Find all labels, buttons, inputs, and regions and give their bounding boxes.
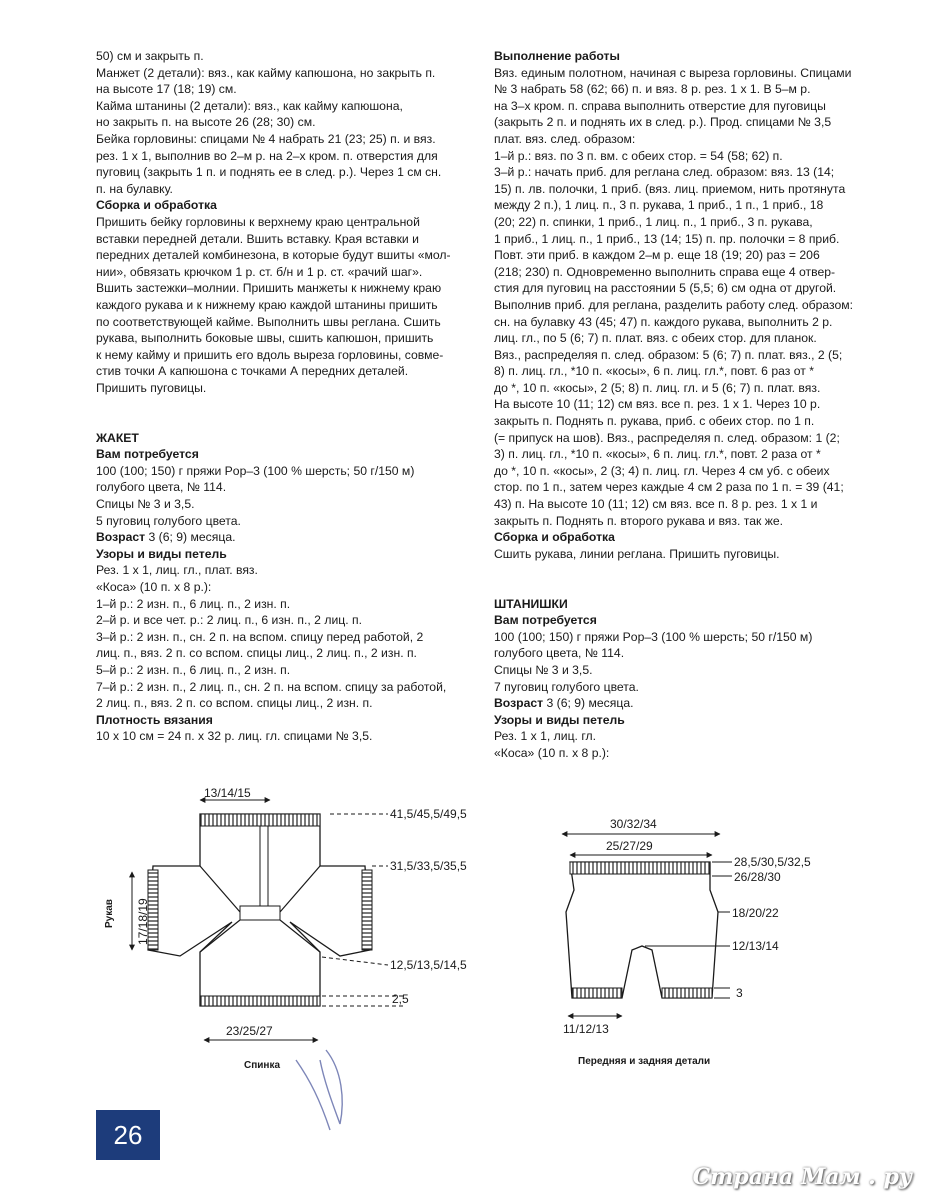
text-line: № 3 набрать 58 (62; 66) п. и вяз. 8 р. рез. 1 х 1. В 5–м р. xyxy=(494,82,811,97)
text-line: рукава, выполнить боковые швы, сшить капюшон, пришить xyxy=(96,331,434,346)
text-line: стор. по 1 п., затем через каждые 4 см 2 раза по 1 п. = 39 (41; xyxy=(494,480,844,495)
materials-line: голубого цвета, № 114. xyxy=(96,480,227,495)
text-line: лиц. гл., по 5 (6; 7) п. плат. вяз. с обеих стор. для планок. xyxy=(494,331,817,346)
sleeve-label: Рукав xyxy=(104,899,115,928)
top-width-inner-label: 25/27/29 xyxy=(606,839,653,853)
text-line: 3) п. лиц. гл., *10 п. «косы», 6 п. лиц. гл.*, повт. 2 раза от * xyxy=(494,447,821,462)
text-line: по соответствующей кайме. Выполнить швы реглана. Сшить xyxy=(96,314,441,329)
rib-height-label: 2,5 xyxy=(392,992,409,1006)
text-line: Вяз., распределяя п. след. образом: 5 (6; 7) п. плат. вяз., 2 (5; xyxy=(494,347,843,362)
text-line: плат. вяз. след. образом: xyxy=(494,131,636,146)
text-line: каждого рукава и к нижнему краю каждой штанины пришить xyxy=(96,297,438,312)
text-line: между 2 п.), 1 лиц. п., 3 п. рукава, 1 приб., 1 п., 1 приб., 18 xyxy=(494,198,824,213)
pattern-line: Рез. 1 х 1, лиц. гл. xyxy=(494,729,597,744)
text-line: 1–й р.: вяз. по 3 п. вм. с обеих стор. = 54 (58; 62) п. xyxy=(494,148,783,163)
text-line: но закрыть п. на высоте 26 (28; 30) см. xyxy=(96,115,316,130)
pattern-line: лиц. п., вяз. 2 п. со вспом. спицы лиц., 2 лиц. п., 2 изн. п. xyxy=(96,646,417,661)
text-line: На высоте 10 (11; 12) см вяз. все п. рез. 1 х 1. Через 10 р. xyxy=(494,397,821,412)
pants-leg-width-label: 11/12/13 xyxy=(563,1022,609,1036)
text-line: Манжет (2 детали): вяз., как кайму капюшона, но закрыть п. xyxy=(96,65,436,80)
pattern-line: 7–й р.: 2 изн. п., 2 лиц. п., сн. 2 п. на вспом. спицу за работой, xyxy=(96,679,447,694)
text-line: стив точки А капюшона с точками А передних деталей. xyxy=(96,364,409,379)
materials-line: 100 (100; 150) г пряжи Pop–3 (100 % шерсть; 50 г/150 м) xyxy=(96,463,415,478)
materials-line: 7 пуговиц голубого цвета. xyxy=(494,679,639,694)
text-line: Пришить бейку горловины к верхнему краю центральной xyxy=(96,214,420,229)
text-line: 15) п. лв. полочки, 1 приб. (вяз. лиц. приемом, нить протянута xyxy=(494,181,846,196)
materials-line: Спицы № 3 и 3,5. xyxy=(96,497,195,512)
jacket-density-line: 10 х 10 см = 24 п. х 32 р. лиц. гл. спицами № 3,5. xyxy=(96,729,373,744)
text-line: п. на булавку. xyxy=(96,181,173,196)
pattern-line: 5–й р.: 2 изн. п., 6 лиц. п., 2 изн. п. xyxy=(96,662,291,677)
pattern-line: «Коса» (10 п. х 8 р.): xyxy=(494,745,610,760)
text-line: Вшить застежки–молнии. Пришить манжеты к нижнему краю xyxy=(96,281,442,296)
jacket-right-cuff xyxy=(362,870,372,950)
assembly-heading: Сборка и обработка xyxy=(96,198,217,213)
pattern-line: Рез. 1 х 1, лиц. гл., плат. вяз. xyxy=(96,563,258,578)
text-line: Пришить пуговицы. xyxy=(96,380,207,395)
height-body-leader xyxy=(322,957,388,965)
jacket-patterns-heading: Узоры и виды петель xyxy=(96,546,227,561)
jacket-density-heading: Плотность вязания xyxy=(96,712,213,727)
sleeve-length-label: 17/18/19 xyxy=(136,898,150,945)
pants-left-cuff xyxy=(572,988,622,998)
text-line: пуговиц (закрыть 1 п. и поднять ее в след. р.). Через 1 см сн. xyxy=(96,165,442,180)
text-line: на 3–х кром. п. справа выполнить отверстие для пуговицы xyxy=(494,98,826,113)
page-number: 26 xyxy=(96,1110,160,1160)
text-line: передних деталей комбинезона, в которые будут вшиты «мол- xyxy=(96,248,451,263)
pants-age-label: Возраст xyxy=(494,696,544,711)
height-total-label: 41,5/45,5/49,5 xyxy=(390,807,467,821)
jacket-raglan-3 xyxy=(200,920,240,952)
pants-needed-heading: Вам потребуется xyxy=(494,613,597,628)
text-line: (= припуск на шов). Вяз., распределяя п. след. образом: 1 (2; xyxy=(494,430,840,445)
text-line: сн. на булавку 43 (45; 47) п. каждого рукава, выполнить 2 р. xyxy=(494,314,833,329)
jacket-age-value: 3 (6; 9) месяца. xyxy=(145,530,236,545)
pants-height-under-waist-label: 26/28/30 xyxy=(734,870,781,884)
pencil-marks xyxy=(296,1050,342,1130)
jacket-bottom-rib xyxy=(200,996,320,1006)
text-line: закрыть п. Поднять п. рукава, приб. с обеих стор. по 1 п. xyxy=(494,414,815,429)
pants-height-total-label: 28,5/30,5/32,5 xyxy=(734,855,811,869)
text-line: 43) п. На высоте 10 (11; 12) см вяз. все п. 8 р. рез. 1 х 1 и xyxy=(494,497,818,512)
jacket-raglan-2 xyxy=(280,866,320,912)
jacket-age-label: Возраст xyxy=(96,530,146,545)
pants-hip-height-label: 18/20/22 xyxy=(732,906,779,920)
pants-age-value: 3 (6; 9) месяца. xyxy=(543,696,634,711)
pants-outline xyxy=(566,862,718,998)
jacket-title: ЖАКЕТ xyxy=(96,430,139,445)
pants-crotch-height-label: 12/13/14 xyxy=(732,939,779,953)
text-line: до *, 10 п. «косы», 2 (5; 8) п. лиц. гл. и 5 (6; 7) п. плат. вяз. xyxy=(494,380,821,395)
jacket-needed-heading: Вам потребуется xyxy=(96,447,199,462)
text-line: (20; 22) п. спинки, 1 приб., 1 лиц. п., 1 приб., 3 п. рукава, xyxy=(494,214,813,229)
text-line: Повт. эти приб. в каждом 2–м р. еще 18 (19; 20) раз = 206 xyxy=(494,248,820,263)
pattern-line: 2 лиц. п., вяз. 2 п. со вспом. спицы лиц., 2 изн. п. xyxy=(96,696,373,711)
text-line: Бейка горловины: спицами № 4 набрать 21 (23; 25) п. и вяз. xyxy=(96,131,436,146)
text-line: 50) см и закрыть п. xyxy=(96,49,204,63)
materials-line: 100 (100; 150) г пряжи Pop–3 (100 % шерсть; 50 г/150 м) xyxy=(494,629,813,644)
text-line: нии», обвязать крючком 1 р. ст. б/н и 1 р. ст. «рачий шаг». xyxy=(96,264,423,279)
text-line: 8) п. лиц. гл., *10 п. «косы», 6 п. лиц. гл.*, повт. 6 раз от * xyxy=(494,364,814,379)
jacket-neck-rib xyxy=(200,814,320,826)
pants-title: ШТАНИШКИ xyxy=(494,596,568,611)
right-assembly-line: Сшить рукава, линии реглана. Пришить пуговицы. xyxy=(494,546,780,561)
text-line: до *, 10 п. «косы», 2 (3; 4) п. лиц. гл. Через 4 см уб. с обеих xyxy=(494,463,830,478)
pants-waist-rib xyxy=(570,862,710,874)
bottom-width-label: 23/25/27 xyxy=(226,1024,273,1038)
pants-patterns-heading: Узоры и виды петель xyxy=(494,712,625,727)
pattern-line: 2–й р. и все чет. р.: 2 лиц. п., 6 изн. п., 2 лиц. п. xyxy=(96,613,362,628)
text-line: закрыть п. Поднять п. второго рукава и вяз. так же. xyxy=(494,513,784,528)
jacket-center-tab xyxy=(240,906,280,920)
right-assembly-heading: Сборка и обработка xyxy=(494,530,615,545)
jacket-caption: Спинка xyxy=(244,1060,281,1071)
height-body-label: 12,5/13,5/14,5 xyxy=(390,958,467,972)
pattern-line: 3–й р.: 2 изн. п., сн. 2 п. на вспом. спицу перед работой, 2 xyxy=(96,629,424,644)
jacket-raglan-1 xyxy=(200,866,240,912)
pants-cuff-height-label: 3 xyxy=(736,986,743,1000)
text-line: Кайма штанины (2 детали): вяз., как кайму капюшона, xyxy=(96,98,403,113)
pattern-line: «Коса» (10 п. х 8 р.): xyxy=(96,580,212,594)
text-line: 3–й р.: начать приб. для реглана след. образом: вяз. 13 (14; xyxy=(494,165,835,180)
text-line: 1 приб., 1 лиц. п., 1 приб., 13 (14; 15) п. пр. полочки = 8 приб. xyxy=(494,231,840,246)
text-line: к нему кайму и пришить его вдоль выреза горловины, совме- xyxy=(96,347,444,362)
work-heading: Выполнение работы xyxy=(494,49,620,63)
neck-width-label: 13/14/15 xyxy=(204,786,251,800)
text-line: стия для пуговиц на расстоянии 5 (5,5; 6) см одна от другой. xyxy=(494,281,837,296)
pants-right-cuff xyxy=(662,988,712,998)
text-line: рез. 1 х 1, выполнив во 2–м р. на 2–х кром. п. отверстия для xyxy=(96,148,438,163)
jacket-diagram xyxy=(104,786,467,1071)
pants-diagram xyxy=(562,817,811,1067)
jacket-raglan-4 xyxy=(280,920,320,952)
text-line: Выполнив приб. для реглана, разделить работу след. образом: xyxy=(494,297,854,312)
pattern-line: 1–й р.: 2 изн. п., 6 лиц. п., 2 изн. п. xyxy=(96,596,291,611)
materials-line: 5 пуговиц голубого цвета. xyxy=(96,513,241,528)
materials-line: голубого цвета, № 114. xyxy=(494,646,625,661)
pants-caption: Передняя и задняя детали xyxy=(578,1056,711,1067)
text-line: Вяз. единым полотном, начиная с выреза горловины. Спицами xyxy=(494,65,852,80)
text-line: вставки передней детали. Вшить вставку. Края вставки и xyxy=(96,231,419,246)
text-line: (закрыть 2 п. и поднять их в след. р.). Прод. спицами № 3,5 xyxy=(494,115,832,130)
text-line: (218; 230) п. Одновременно выполнить справа еще 4 отвер- xyxy=(494,264,836,279)
height-raglan-label: 31,5/33,5/35,5 xyxy=(390,859,467,873)
site-watermark: Страна Мам . ру xyxy=(692,1164,912,1190)
materials-line: Спицы № 3 и 3,5. xyxy=(494,662,593,677)
top-width-outer-label: 30/32/34 xyxy=(610,817,657,831)
text-line: на высоте 17 (18; 19) см. xyxy=(96,82,237,97)
